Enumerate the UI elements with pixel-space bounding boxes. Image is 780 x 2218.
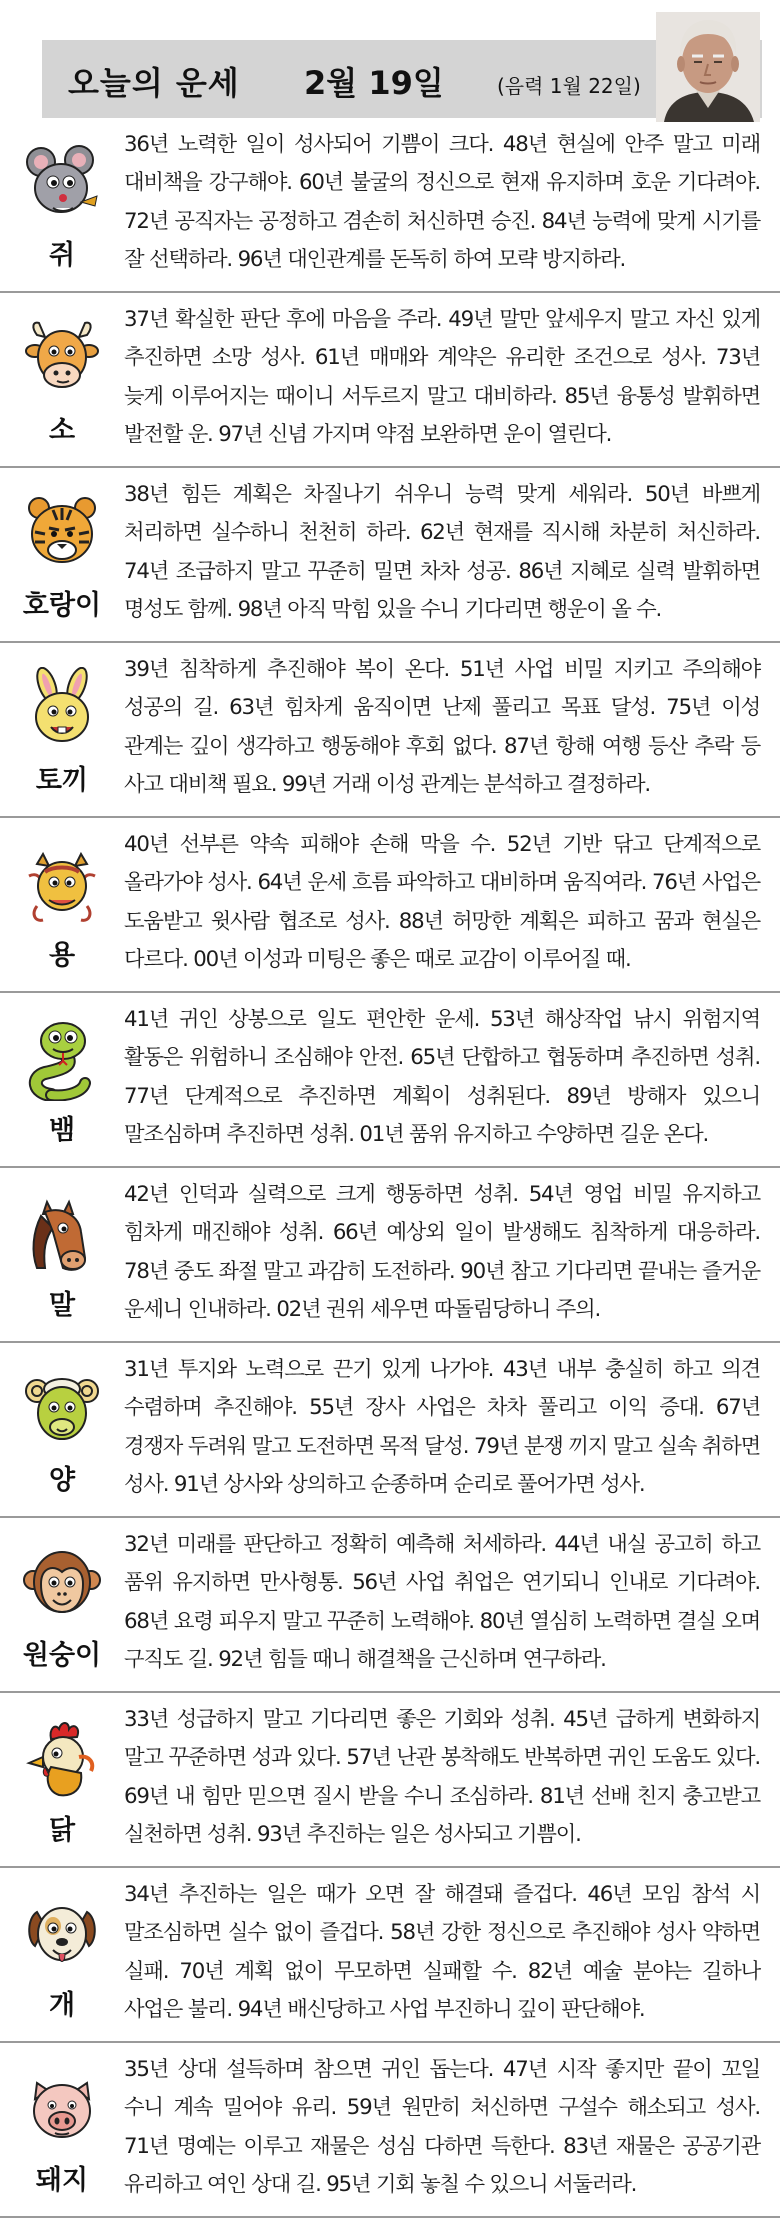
tiger-icon — [23, 492, 101, 576]
zodiac-row-rat — [0, 118, 780, 293]
animal-cell — [14, 2067, 110, 2197]
zodiac-row-rooster — [0, 1693, 780, 1868]
animal-cell — [14, 317, 110, 447]
monkey-icon — [23, 1542, 101, 1626]
animal-cell — [14, 1892, 110, 2022]
animal-cell — [14, 1367, 110, 1497]
fortune-text: 42년 인덕과 실력으로 크게 행동하면 성취. 54년 영업 비밀 유지하고 힘차게 매진해야 성취. 66년 예상외 일이 발생해도 침착하게 대응하라. 78년 중도 좌절 말고 과감히 도전하라. 90년 참고 기다리면 끝내는 즐거운 운세니 인내하라. 02년 권위 세우면 따돌림당하니 주의. — [124, 1182, 760, 1323]
fortune-text: 33년 성급하지 말고 기다리면 좋은 기회와 성취. 45년 급하게 변화하지 말고 꾸준하면 성과 있다. 57년 난관 봉착해도 반복하면 귀인 도움도 있다. 69년 내 힘만 믿으면 질시 받을 수니 조심하라. 81년 선배 친지 충고받고 실천하면 성취. 93년 추진하는 일은 성사되고 기쁨이. — [124, 1707, 760, 1848]
animal-name: 양 — [48, 1465, 76, 1496]
fortune-text: 41년 귀인 상봉으로 일도 편안한 운세. 53년 해상작업 낚시 위험지역 활동은 위험하니 조심해야 안전. 65년 단합하고 협동하며 추진하면 성취. 77년 단계적으로 추진하면 계획이 성취된다. 89년 방해자 있으니 말조심하며 추진하면 성취. 01년 품위 유지하고 수양하면 길운 온다. — [124, 1007, 760, 1148]
zodiac-row-horse — [0, 1168, 780, 1343]
fortune-text: 36년 노력한 일이 성사되어 기쁨이 크다. 48년 현실에 안주 말고 미래 대비책을 강구해야. 60년 불굴의 정신으로 현재 유지하며 호운 기다려야. 72년 공직자는 공정하고 겸손히 처신하면 승진. 84년 능력에 맞게 시기를 잘 선택하라. 96년 대인관계를 돈독히 하여 모략 방지하라. — [124, 132, 760, 273]
zodiac-row-rabbit — [0, 643, 780, 818]
animal-name: 소 — [48, 415, 76, 446]
header-bar — [42, 40, 762, 118]
animal-name: 돼지 — [35, 2165, 89, 2196]
animal-cell — [14, 842, 110, 972]
fortune-text: 35년 상대 설득하며 참으면 귀인 돕는다. 47년 시작 좋지만 끝이 꼬일 수니 계속 밀어야 유리. 59년 원만히 처신하면 구설수 해소되고 성사. 71년 명예는 이루고 재물은 성심 다하면 득한다. 83년 재물은 공공기관 유리하고 여인 상대 길. 95년 기회 놓칠 수 있으니 서둘러라. — [124, 2057, 760, 2198]
ox-icon — [23, 317, 101, 401]
fortune-text: 34년 추진하는 일은 때가 오면 잘 해결돼 즐겁다. 46년 모임 참석 시 말조심하면 실수 없이 즐겁다. 58년 강한 정신으로 추진해야 성사 약하면 실패. 70년 계획 없이 무모하면 실패할 수. 82년 예술 분야는 길하나 사업은 불리. 94년 배신당하고 사업 부진하니 깊이 판단해야. — [124, 1882, 760, 2023]
zodiac-list — [0, 118, 780, 2218]
animal-cell — [14, 492, 110, 622]
dragon-icon — [23, 842, 101, 926]
fortune-text: 39년 침착하게 추진해야 복이 온다. 51년 사업 비밀 지키고 주의해야 성공의 길. 63년 힘차게 움직이면 난제 풀리고 목표 달성. 75년 이성 관계는 깊이 생각하고 행동해야 후회 없다. 87년 항해 여행 등산 추락 등 사고 대비책 필요. 99년 거래 이성 관계는 분석하고 결정하라. — [124, 657, 760, 798]
pig-icon — [23, 2067, 101, 2151]
animal-name: 뱀 — [48, 1115, 76, 1146]
fortune-text: 40년 선부른 약속 피해야 손해 막을 수. 52년 기반 닦고 단계적으로 올라가야 성사. 64년 운세 흐름 파악하고 대비하며 움직여라. 76년 사업은 도움받고 윗사람 협조로 성사. 88년 허망한 계획은 피하고 꿈과 현실은 다르다. 00년 이성과 미팅은 좋은 때로 교감이 이루어질 때. — [124, 832, 760, 973]
animal-name: 쥐 — [48, 240, 76, 271]
animal-cell — [14, 667, 110, 797]
rat-icon — [23, 142, 101, 226]
animal-cell — [14, 1192, 110, 1322]
zodiac-row-ox — [0, 293, 780, 468]
animal-name: 개 — [48, 1990, 76, 2021]
fortune-text: 31년 투지와 노력으로 끈기 있게 나가야. 43년 내부 충실히 하고 의견 수렴하며 추진해야. 55년 장사 사업은 차차 풀리고 이익 증대. 67년 경쟁자 두려워 말고 도전하면 목적 달성. 79년 분쟁 끼지 말고 실속 취하면 성사. 91년 상사와 상의하고 순종하며 순리로 풀어가면 성사. — [124, 1357, 760, 1498]
animal-name: 원숭이 — [22, 1640, 102, 1671]
zodiac-row-sheep — [0, 1343, 780, 1518]
rooster-icon — [23, 1717, 101, 1801]
animal-cell — [14, 142, 110, 272]
animal-name: 말 — [48, 1290, 76, 1321]
page-title: 오늘의 운세 — [68, 64, 240, 102]
sheep-icon — [23, 1367, 101, 1451]
fortune-text: 32년 미래를 판단하고 정확히 예측해 처세하라. 44년 내실 공고히 하고 품위 유지하면 만사형통. 56년 사업 취업은 연기되니 인내로 기다려야. 68년 요령 피우지 말고 꾸준히 노력해야. 80년 열심히 노력하면 결실 오며 구직도 길. 92년 힘들 때니 해결책을 근신하며 연구하라. — [124, 1532, 760, 1673]
fortune-text: 37년 확실한 판단 후에 마음을 주라. 49년 말만 앞세우지 말고 자신 있게 추진하면 소망 성사. 61년 매매와 계약은 유리한 조건으로 성사. 73년 늦게 이루어지는 때이니 서두르지 말고 대비하라. 85년 융통성 발휘하면 발전할 운. 97년 신념 가지며 약점 보완하면 운이 열린다. — [124, 307, 760, 448]
zodiac-row-pig — [0, 2043, 780, 2218]
author-portrait — [656, 12, 760, 122]
zodiac-row-snake — [0, 993, 780, 1168]
dog-icon — [23, 1892, 101, 1976]
animal-name: 호랑이 — [22, 590, 102, 621]
animal-cell — [14, 1017, 110, 1147]
lunar-date: (음력 1월 22일) — [497, 74, 641, 98]
fortune-text: 38년 힘든 계획은 차질나기 쉬우니 능력 맞게 세워라. 50년 바쁘게 처리하면 실수하니 천천히 하라. 62년 현재를 직시해 차분히 처신하라. 74년 조급하지 말고 꾸준히 밀면 차차 성공. 86년 지혜로 실력 발휘하면 명성도 함께. 98년 아직 막힘 있을 수니 기다리면 행운이 올 수. — [124, 482, 760, 623]
horse-icon — [23, 1192, 101, 1276]
animal-name: 닭 — [48, 1815, 76, 1846]
zodiac-row-monkey — [0, 1518, 780, 1693]
zodiac-row-tiger — [0, 468, 780, 643]
snake-icon — [23, 1017, 101, 1101]
animal-cell — [14, 1717, 110, 1847]
animal-name: 용 — [48, 940, 76, 971]
rabbit-icon — [23, 667, 101, 751]
zodiac-row-dragon — [0, 818, 780, 993]
solar-date: 2월 19일 — [304, 64, 444, 102]
zodiac-row-dog — [0, 1868, 780, 2043]
animal-cell — [14, 1542, 110, 1672]
animal-name: 토끼 — [35, 765, 89, 796]
